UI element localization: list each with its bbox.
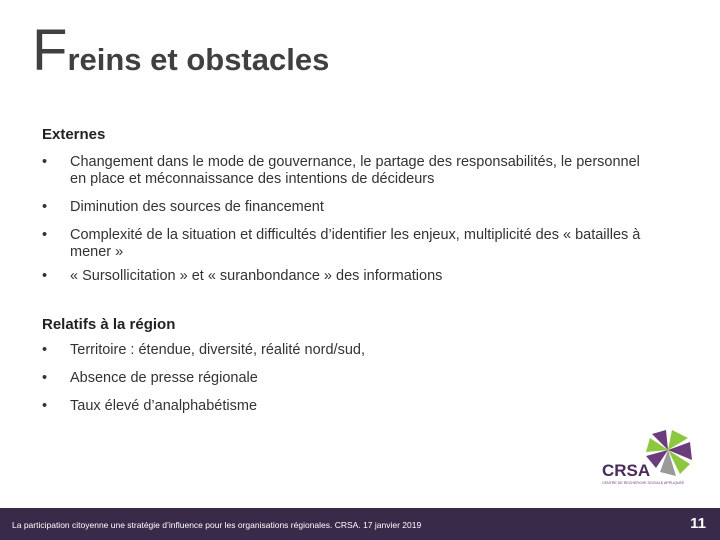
bullet-text: Taux élevé d’analphabétisme (70, 398, 258, 414)
slide-title (32, 18, 330, 83)
logo-pinwheel-icon (646, 430, 692, 476)
bullet-dot: • (42, 268, 48, 284)
bullet-dot: • (42, 398, 48, 414)
bullet-dot: • (42, 342, 48, 358)
page-number: 11 (690, 515, 706, 532)
bullet-text: Diminution des sources de financement (70, 199, 324, 215)
bullet-dot: • (42, 199, 48, 215)
bullet-text: Absence de presse régionale (70, 370, 258, 386)
bullet-dot: • (42, 154, 48, 170)
footer-text: La participation citoyenne une stratégie d’influence pour les organisations régionales. CRSA. 17 janvier 2019 (12, 520, 422, 530)
bullet-text: Territoire : étendue, diversité, réalité nord/sud, (70, 342, 365, 358)
crsa-logo (600, 430, 700, 490)
bullet-text: Complexité de la situation et difficultés d’identifier les enjeux, multiplicité des « batailles à mener » (70, 227, 641, 260)
logo-subtext: CENTRE DE RECHERCHE SOCIALE APPLIQUÉE (602, 481, 685, 485)
title-initial: F (32, 18, 68, 83)
bullet-dot: • (42, 227, 48, 243)
logo-text: CRSA (602, 461, 651, 480)
section-heading-region: Relatifs à la région (42, 316, 176, 333)
footer-bar (0, 508, 720, 540)
title-rest: reins et obstacles (67, 42, 330, 77)
bullet-text: Changement dans le mode de gouvernance, le partage des responsabilités, le personnel en place et méconnaissance des intentions de décideurs (70, 154, 640, 187)
bullet-dot: • (42, 370, 48, 386)
bullet-text: « Sursollicitation » et « suranbondance » des informations (70, 268, 443, 284)
section-heading-externes: Externes (42, 126, 106, 143)
